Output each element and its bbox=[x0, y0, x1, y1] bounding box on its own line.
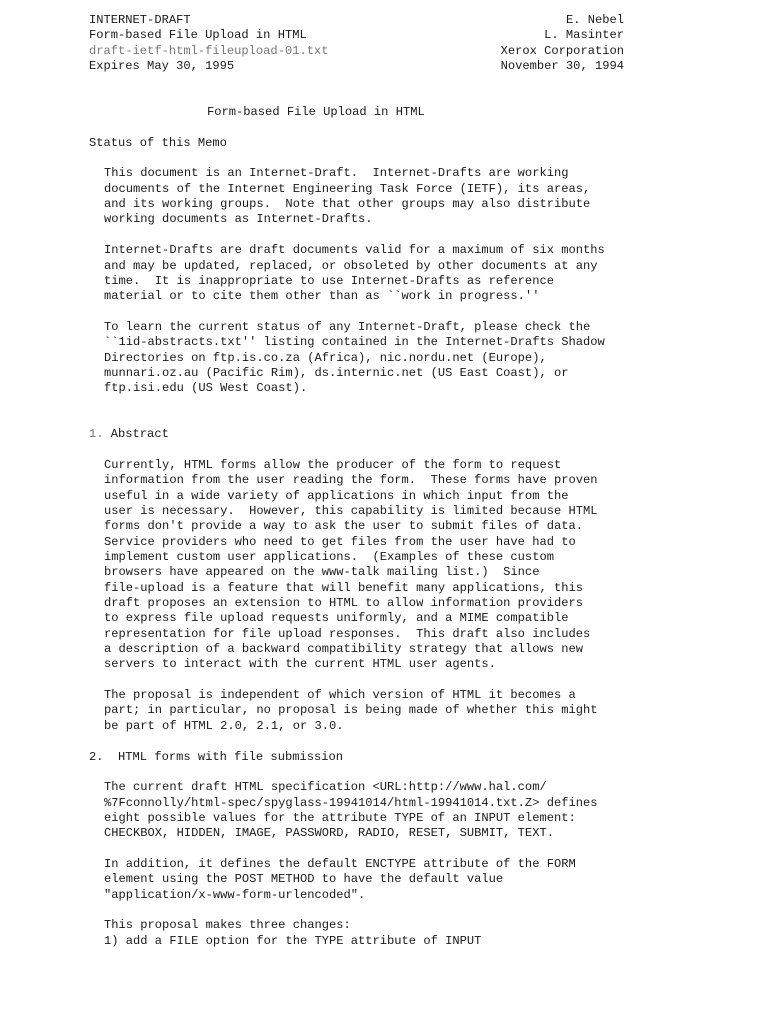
text-line: to express file upload requests uniformly, and a MIME compatible bbox=[104, 611, 569, 626]
abstract-paragraph bbox=[89, 458, 624, 673]
text-line: munnari.oz.au (Pacific Rim), ds.internic.net (US East Coast), or bbox=[104, 365, 569, 380]
header-row bbox=[89, 28, 624, 43]
document-header bbox=[89, 13, 624, 74]
text-line: ``1id-abstracts.txt'' listing contained in the Internet-Drafts Shadow bbox=[104, 335, 605, 350]
text-line: servers to interact with the current HTML user agents. bbox=[104, 657, 496, 672]
text-line: eight possible values for the attribute TYPE of an INPUT element: bbox=[104, 810, 576, 825]
text-line: file-upload is a feature that will benefit many applications, this bbox=[104, 580, 583, 595]
forms-paragraph bbox=[89, 780, 624, 841]
section-number: 1. bbox=[89, 427, 104, 442]
forms-paragraph bbox=[89, 918, 624, 949]
text-line: and may be updated, replaced, or obsoleted by other documents at any bbox=[104, 258, 598, 273]
text-line: The proposal is independent of which version of HTML it becomes a bbox=[104, 688, 576, 703]
text-line: a description of a backward compatibility strategy that allows new bbox=[104, 642, 583, 657]
draft-type: INTERNET-DRAFT bbox=[89, 13, 191, 27]
text-line: 1) add a FILE option for the TYPE attribute of INPUT bbox=[104, 933, 482, 948]
text-line: draft proposes an extension to HTML to allow information providers bbox=[104, 596, 583, 611]
text-line: implement custom user applications. (Examples of these custom bbox=[104, 550, 554, 565]
abstract-paragraph bbox=[89, 688, 624, 734]
text-line: time. It is inappropriate to use Internet-Drafts as reference bbox=[104, 273, 554, 288]
status-paragraph bbox=[89, 320, 624, 397]
text-line: useful in a wide variety of applications in which input from the bbox=[104, 488, 569, 503]
text-line: forms don't provide a way to ask the user to submit files of data. bbox=[104, 519, 583, 534]
text-line: "application/x-www-form-urlencoded". bbox=[104, 887, 366, 902]
forms-paragraph bbox=[89, 857, 624, 903]
publication-date: November 30, 1994 bbox=[500, 59, 624, 74]
text-line: and its working groups. Note that other groups may also distribute bbox=[104, 197, 591, 212]
status-paragraph bbox=[89, 243, 624, 304]
text-line: Internet-Drafts are draft documents valid for a maximum of six months bbox=[104, 243, 605, 258]
document-title: Form-based File Upload in HTML bbox=[207, 105, 425, 120]
draft-filename: draft-ietf-html-fileupload-01.txt bbox=[89, 43, 329, 58]
organization: Xerox Corporation bbox=[500, 43, 624, 58]
section-title: Abstract bbox=[103, 427, 169, 442]
author-1: E. Nebel bbox=[565, 13, 624, 27]
author-2: L. Masinter bbox=[544, 28, 624, 43]
text-line: part; in particular, no proposal is being made of whether this might bbox=[104, 703, 598, 718]
header-row bbox=[89, 44, 624, 59]
text-line: working documents as Internet-Drafts. bbox=[104, 212, 373, 227]
header-row bbox=[89, 13, 624, 28]
document-page bbox=[89, 13, 624, 949]
text-line: %7Fconnolly/html-spec/spyglass-19941014/html-19941014.txt.Z> defines bbox=[104, 795, 598, 810]
text-line: The current draft HTML specification <URL:http://www.hal.com/ bbox=[104, 780, 547, 795]
status-heading: Status of this Memo bbox=[89, 135, 227, 150]
text-line: be part of HTML 2.0, 2.1, or 3.0. bbox=[104, 718, 344, 733]
expiry-date: Expires May 30, 1995 bbox=[89, 59, 235, 74]
text-line: CHECKBOX, HIDDEN, IMAGE, PASSWORD, RADIO, RESET, SUBMIT, TEXT. bbox=[104, 826, 554, 841]
text-line: material or to cite them other than as ``work in progress.'' bbox=[104, 289, 540, 304]
text-line: documents of the Internet Engineering Task Force (IETF), its areas, bbox=[104, 181, 591, 196]
text-line: representation for file upload responses. This draft also includes bbox=[104, 626, 591, 641]
text-line: This proposal makes three changes: bbox=[104, 918, 351, 933]
text-line: information from the user reading the form. These forms have proven bbox=[104, 473, 598, 488]
text-line: Service providers who need to get files from the user have had to bbox=[104, 534, 576, 549]
short-title: Form-based File Upload in HTML bbox=[89, 28, 307, 43]
forms-heading: 2. HTML forms with file submission bbox=[89, 749, 344, 764]
text-line: browsers have appeared on the www-talk mailing list.) Since bbox=[104, 565, 540, 580]
status-paragraph bbox=[89, 166, 624, 227]
text-line: element using the POST METHOD to have the default value bbox=[104, 872, 504, 887]
text-line: To learn the current status of any Internet-Draft, please check the bbox=[104, 319, 591, 334]
text-line: Currently, HTML forms allow the producer of the form to request bbox=[104, 457, 562, 472]
text-line: user is necessary. However, this capability is limited because HTML bbox=[104, 504, 598, 518]
text-line: ftp.isi.edu (US West Coast). bbox=[104, 381, 308, 396]
text-line: This document is an Internet-Draft. Internet-Drafts are working bbox=[104, 166, 569, 181]
text-line: Directories on ftp.is.co.za (Africa), nic.nordu.net (Europe), bbox=[104, 350, 547, 365]
header-row bbox=[89, 59, 624, 74]
abstract-heading bbox=[89, 427, 624, 442]
text-line: In addition, it defines the default ENCTYPE attribute of the FORM bbox=[104, 856, 576, 871]
